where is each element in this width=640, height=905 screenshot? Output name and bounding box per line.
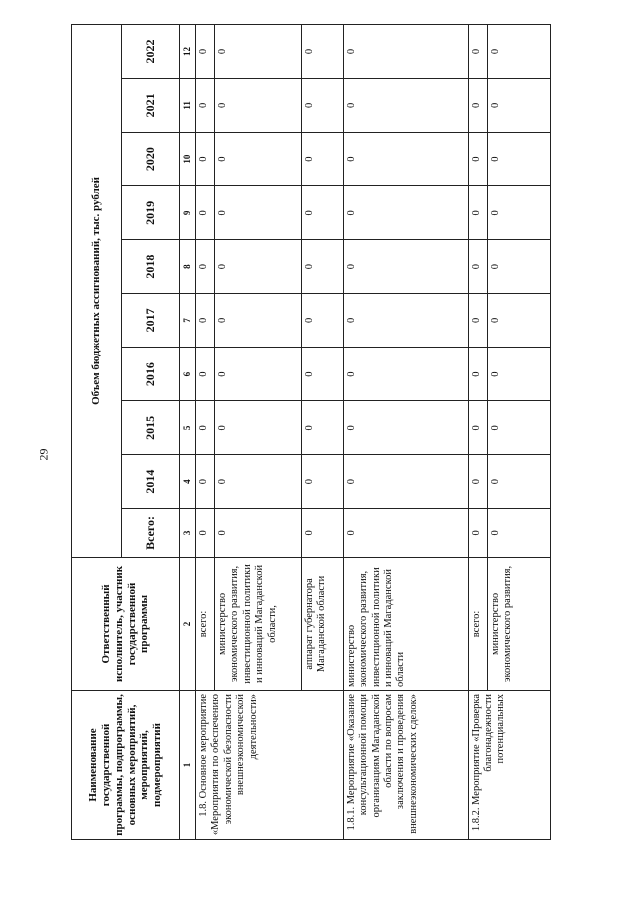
value-cell: 0 bbox=[487, 293, 550, 347]
column-number: 4 bbox=[180, 455, 196, 509]
value-cell: 0 bbox=[487, 347, 550, 401]
value-cell: 0 bbox=[468, 347, 487, 401]
value-cell: 0 bbox=[196, 293, 215, 347]
column-number: 9 bbox=[180, 186, 196, 240]
page-number: 29 bbox=[36, 448, 51, 461]
column-number-row bbox=[180, 25, 196, 840]
header-year: 2014 bbox=[122, 455, 180, 509]
value-cell: 0 bbox=[487, 401, 550, 455]
value-cell: 0 bbox=[215, 455, 302, 509]
column-number: 3 bbox=[180, 508, 196, 557]
value-cell: 0 bbox=[487, 186, 550, 240]
header-year: 2017 bbox=[122, 293, 180, 347]
executor-cell: аппарат губернатора Магаданской области bbox=[301, 557, 343, 690]
value-cell: 0 bbox=[215, 240, 302, 294]
value-cell: 0 bbox=[301, 508, 343, 557]
executor-cell: министерство экономического развития, инвестиционной политики и инноваций Магаданской области bbox=[343, 557, 468, 690]
value-cell: 0 bbox=[343, 132, 468, 186]
value-cell: 0 bbox=[215, 508, 302, 557]
value-cell: 0 bbox=[196, 455, 215, 509]
value-cell: 0 bbox=[468, 401, 487, 455]
value-cell: 0 bbox=[301, 186, 343, 240]
value-cell: 0 bbox=[196, 25, 215, 79]
value-cell: 0 bbox=[468, 78, 487, 132]
header-year: 2021 bbox=[122, 78, 180, 132]
measure-name: 1.8. Основное мероприятие «Мероприятия по обеспечению экономической безопасности внешнеэкономической деятельности» bbox=[196, 690, 344, 839]
column-number: 12 bbox=[180, 25, 196, 79]
value-cell: 0 bbox=[215, 132, 302, 186]
value-cell: 0 bbox=[196, 132, 215, 186]
column-number: 10 bbox=[180, 132, 196, 186]
table-row bbox=[343, 25, 468, 840]
value-cell: 0 bbox=[468, 25, 487, 79]
value-cell: 0 bbox=[343, 186, 468, 240]
executor-cell: всего: bbox=[196, 557, 215, 690]
value-cell: 0 bbox=[301, 78, 343, 132]
header-year: 2020 bbox=[122, 132, 180, 186]
column-number: 1 bbox=[180, 690, 196, 839]
value-cell: 0 bbox=[343, 240, 468, 294]
header-year: 2022 bbox=[122, 25, 180, 79]
rotated-table-container bbox=[71, 24, 551, 840]
value-cell: 0 bbox=[215, 401, 302, 455]
value-cell: 0 bbox=[468, 186, 487, 240]
value-cell: 0 bbox=[196, 240, 215, 294]
value-cell: 0 bbox=[468, 293, 487, 347]
measure-name: 1.8.2. Мероприятие «Проверка благонадежности потенциальных bbox=[468, 690, 550, 839]
value-cell: 0 bbox=[215, 347, 302, 401]
value-cell: 0 bbox=[487, 455, 550, 509]
value-cell: 0 bbox=[301, 240, 343, 294]
header-year: 2019 bbox=[122, 186, 180, 240]
value-cell: 0 bbox=[343, 455, 468, 509]
value-cell: 0 bbox=[487, 78, 550, 132]
value-cell: 0 bbox=[343, 401, 468, 455]
header-year: 2016 bbox=[122, 347, 180, 401]
value-cell: 0 bbox=[487, 508, 550, 557]
value-cell: 0 bbox=[215, 25, 302, 79]
executor-cell: министерство экономического развития, инвестиционной политики и инноваций Магаданской области, bbox=[215, 557, 302, 690]
header-executor: Ответственный исполнитель, участник государственной программы bbox=[72, 557, 180, 690]
value-cell: 0 bbox=[487, 25, 550, 79]
value-cell: 0 bbox=[487, 132, 550, 186]
value-cell: 0 bbox=[301, 401, 343, 455]
value-cell: 0 bbox=[215, 293, 302, 347]
value-cell: 0 bbox=[343, 78, 468, 132]
measure-name: 1.8.1. Мероприятие «Оказание консультационной помощи организациям Магаданской области по вопросам заключения и проведения внешнеэкономических сделок» bbox=[343, 690, 468, 839]
value-cell: 0 bbox=[343, 508, 468, 557]
executor-cell: всего: bbox=[468, 557, 487, 690]
header-budget: Объем бюджетных ассигнований, тыс. рублей bbox=[72, 25, 122, 558]
column-number: 7 bbox=[180, 293, 196, 347]
value-cell: 0 bbox=[301, 455, 343, 509]
value-cell: 0 bbox=[343, 25, 468, 79]
value-cell: 0 bbox=[196, 78, 215, 132]
executor-cell: министерство экономического развития, bbox=[487, 557, 550, 690]
column-number: 11 bbox=[180, 78, 196, 132]
value-cell: 0 bbox=[301, 132, 343, 186]
column-number: 8 bbox=[180, 240, 196, 294]
value-cell: 0 bbox=[196, 186, 215, 240]
value-cell: 0 bbox=[468, 132, 487, 186]
value-cell: 0 bbox=[215, 78, 302, 132]
table-row bbox=[196, 25, 215, 840]
value-cell: 0 bbox=[487, 240, 550, 294]
header-year: 2018 bbox=[122, 240, 180, 294]
value-cell: 0 bbox=[343, 347, 468, 401]
value-cell: 0 bbox=[301, 25, 343, 79]
table-row bbox=[468, 25, 487, 840]
value-cell: 0 bbox=[301, 347, 343, 401]
value-cell: 0 bbox=[468, 508, 487, 557]
value-cell: 0 bbox=[343, 293, 468, 347]
value-cell: 0 bbox=[468, 240, 487, 294]
header-name: Наименование государственной программы, подпрограммы, основных мероприятий, мероприятий, подмероприятий bbox=[72, 690, 180, 839]
value-cell: 0 bbox=[301, 293, 343, 347]
header-year: 2015 bbox=[122, 401, 180, 455]
value-cell: 0 bbox=[196, 401, 215, 455]
value-cell: 0 bbox=[468, 455, 487, 509]
column-number: 5 bbox=[180, 401, 196, 455]
column-number: 6 bbox=[180, 347, 196, 401]
column-number: 2 bbox=[180, 557, 196, 690]
value-cell: 0 bbox=[215, 186, 302, 240]
value-cell: 0 bbox=[196, 347, 215, 401]
value-cell: 0 bbox=[196, 508, 215, 557]
header-total: Всего: bbox=[122, 508, 180, 557]
budget-table bbox=[71, 24, 551, 840]
